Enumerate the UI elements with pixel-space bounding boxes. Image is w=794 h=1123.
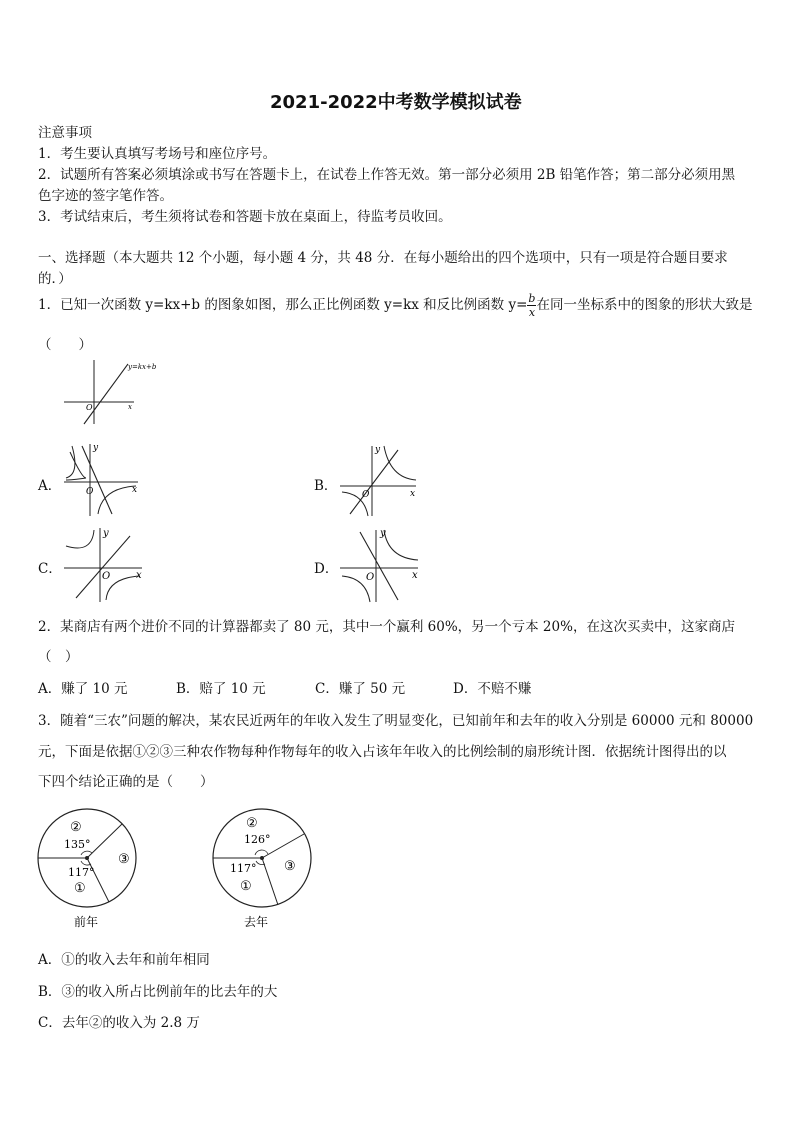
origin-label: O [362,490,370,500]
section-heading-cont: 的．） [38,271,72,287]
x-axis-label: x [132,485,138,495]
fraction-denominator: x [528,306,536,319]
notice-heading: 注意事项 [38,125,92,141]
page-title: 2021-2022中考数学模拟试卷 [270,92,522,113]
x-axis-label: x [128,403,132,411]
notice-item-2-cont: 色字迹的签字笔作答。 [38,188,173,204]
section-heading: 一、选择题（本大题共 12 个小题，每小题 4 分，共 48 分．在每小题给出的四个选项中，只有一项是符合题目要求 [38,250,728,266]
question-3-line-1: 3．随着“三农”问题的解决，某农民近两年的年收入发生了明显变化，已知前年和去年的收入分别是 60000 元和 80000 [38,713,754,729]
notice-item-1: 1．考生要认真填写考场号和座位序号。 [38,146,277,162]
q1-option-a-label[interactable]: A． [38,478,62,494]
y-axis-label: y [375,445,381,455]
pie-mark-1: ① [74,881,86,896]
notice-item-3: 3．考试结束后，考生须将试卷和答题卡放在桌面上，待监考员收回。 [38,209,452,225]
q1-option-a-graph[interactable] [62,440,142,518]
q3-option-c[interactable]: C．去年②的收入为 2.8 万 [38,1015,200,1031]
question-1-text [38,292,752,319]
pie-chart-previous-year [34,808,144,933]
x-axis-label: x [136,570,142,581]
origin-label: O [86,403,93,412]
x-axis-label: x [412,570,418,581]
origin-label: O [102,571,111,582]
q1-option-d-label[interactable]: D． [314,561,339,577]
pie-caption: 前年 [74,915,99,929]
pie-angle-2: 135° [64,838,91,851]
q2-option-b[interactable]: B．赔了 10 元 [176,681,266,697]
q1-option-c-label[interactable]: C． [38,561,62,577]
y-axis-label: y [93,443,99,453]
question-2-paren: （ ） [38,649,79,665]
y-axis-label: y [103,528,109,539]
pie-mark-3: ③ [118,852,130,867]
q1-option-b-label[interactable]: B． [314,478,338,494]
x-axis-label: x [410,489,416,499]
question-1-text-a: 1．已知一次函数 y=kx+b 的图象如图，那么正比例函数 y=kx 和反比例函数 y= [38,297,528,313]
q1-option-d-graph[interactable] [338,526,422,604]
fraction-numerator: b [528,292,536,305]
q1-option-b-graph[interactable] [338,442,420,518]
origin-label: O [366,572,375,583]
question-2-text: 2．某商店有两个进价不同的计算器都卖了 80 元，其中一个赢利 60%，另一个亏本 20%，在这次买卖中，这家商店 [38,619,735,635]
line-label: y=kx+b [128,363,157,371]
pie-mark-2: ② [70,820,82,835]
origin-label: O [86,487,94,497]
pie-mark-1: ① [240,879,252,894]
q1-option-c-graph[interactable] [62,524,148,604]
pie-angle-2: 126° [244,833,271,846]
pie-mark-3: ③ [284,859,296,874]
question-1-text-b: 在同一坐标系中的图象的形状大致是 [536,297,753,313]
y-axis-label: y [380,528,386,539]
linear-function-figure [62,356,172,426]
question-3-line-2: 元，下面是依据①②③三种农作物每种作物每年的收入占该年年收入的比例绘制的扇形统计图．依据统计图得出的以 [38,744,727,760]
q3-option-a[interactable]: A．①的收入去年和前年相同 [38,952,210,968]
q2-option-c[interactable]: C．赚了 50 元 [315,681,406,697]
q3-option-b[interactable]: B．③的收入所占比例前年的比去年的大 [38,984,278,1000]
pie-angle-1: 117° [230,862,257,875]
pie-mark-2: ② [246,816,258,831]
question-3-line-3: 下四个结论正确的是（ ） [38,774,214,790]
notice-item-2: 2．试题所有答案必须填涂或书写在答题卡上，在试卷上作答无效。第一部分必须用 2B 铅笔作答；第二部分必须用黑 [38,167,736,183]
pie-angle-1: 117° [68,866,95,879]
question-1-paren: （ ） [38,337,92,353]
pie-caption: 去年 [244,915,269,929]
pie-chart-last-year [208,808,318,933]
q2-option-d[interactable]: D．不赔不赚 [453,681,532,697]
q2-option-a[interactable]: A．赚了 10 元 [38,681,128,697]
